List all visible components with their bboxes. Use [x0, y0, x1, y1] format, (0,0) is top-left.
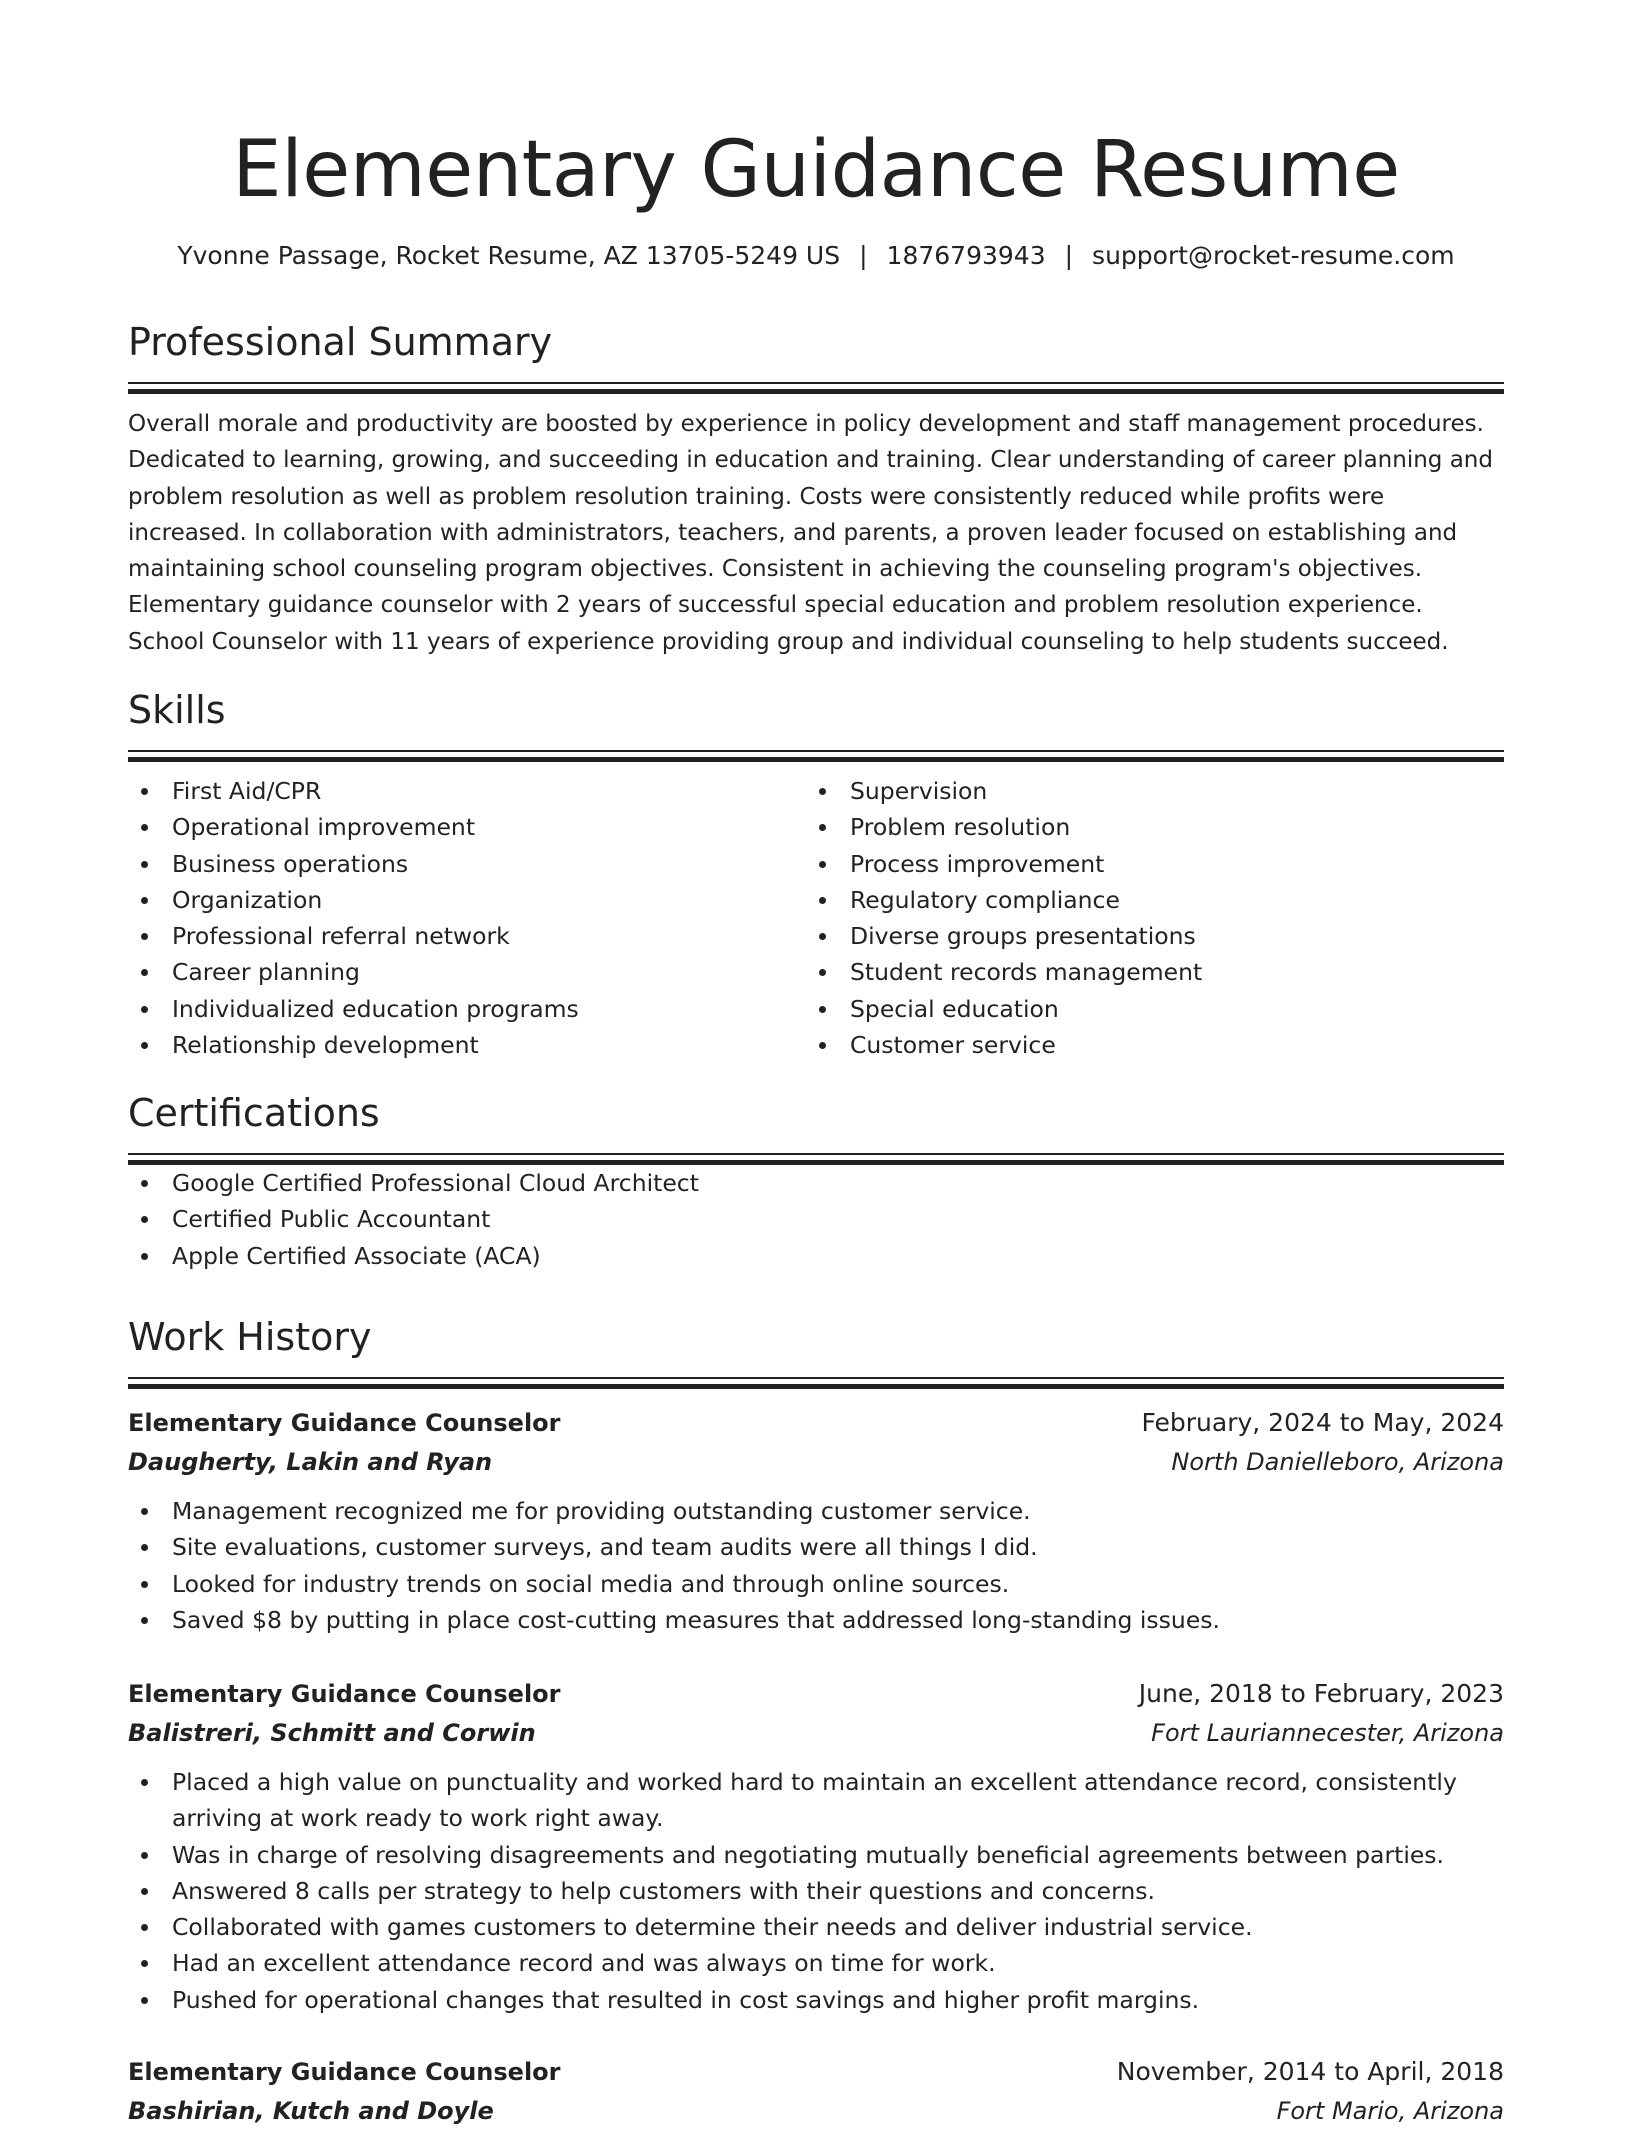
job-company-row [128, 1443, 1504, 1481]
job-company-row [128, 1714, 1504, 1752]
skill-item: Supervision [806, 773, 1484, 809]
skill-item: Relationship development [128, 1027, 806, 1063]
skills-list-left [128, 773, 806, 1063]
certifications-list [128, 1165, 1504, 1274]
resume-title: Elementary Guidance Resume [232, 125, 1400, 215]
job-company-row [128, 2092, 1504, 2130]
skill-item: First Aid/CPR [128, 773, 806, 809]
job-duty: Was in charge of resolving disagreements and negotiating mutually beneficial agreements between parties. [128, 1837, 1504, 1873]
job-entry [128, 1403, 1504, 1638]
work-history-section [128, 1311, 1504, 1389]
certification-item: Google Certified Professional Cloud Architect [128, 1165, 1504, 1201]
skill-item: Individualized education programs [128, 991, 806, 1027]
job-duty: Site evaluations, customer surveys, and team audits were all things I did. [128, 1529, 1504, 1565]
summary-text: Overall morale and productivity are boosted by experience in policy development and staff management procedures. Dedicated to learning, growing, and succeeding in education and training. Clear understanding of career planning and problem resolution as well as problem resolution training. Costs were consistently reduced while profits were increased. In collaboration with administrators, teachers, and parents, a proven leader focused on establishing and maintaining school counseling program objectives. Consistent in achieving the counseling program's objectives. Elementary guidance counselor with 2 years of successful special education and problem resolution experience. School Counselor with 11 years of experience providing group and individual counseling to help students succeed. [128, 411, 1493, 655]
contact-separator: | [1064, 241, 1074, 270]
job-duty: Looked for industry trends on social media and through online sources. [128, 1566, 1504, 1602]
job-duty: Pushed for operational changes that resulted in cost savings and higher profit margins. [128, 1982, 1504, 2018]
job-duty: Had an excellent attendance record and was always on time for work. [128, 1945, 1504, 1981]
job-title: Elementary Guidance Counselor [128, 2058, 561, 2086]
skill-item: Diverse groups presentations [806, 918, 1484, 954]
summary-section [128, 316, 1504, 683]
job-duties-list [128, 1764, 1504, 2018]
job-company: Daugherty, Lakin and Ryan [128, 1448, 493, 1476]
job-duty: Answered 8 calls per strategy to help customers with their questions and concerns. [128, 1873, 1504, 1909]
job-location: Fort Mario, Arizona [1276, 2097, 1504, 2125]
job-duties-list [128, 1493, 1504, 1638]
certification-item: Certified Public Accountant [128, 1201, 1504, 1237]
contact-phone: 1876793943 [886, 241, 1046, 270]
contact-separator: | [859, 241, 868, 270]
certifications-section [128, 1087, 1504, 1274]
job-duty: Management recognized me for providing outstanding customer service. [128, 1493, 1504, 1529]
job-entry [128, 2052, 1504, 2130]
section-divider [128, 1377, 1504, 1389]
contact-email: support@rocket-resume.com [1092, 241, 1455, 270]
skill-item: Special education [806, 991, 1484, 1027]
contact-line [128, 236, 1504, 276]
certifications-heading: Certifications [128, 1091, 380, 1135]
job-header-row [128, 1403, 1504, 1443]
job-header-row [128, 2052, 1504, 2092]
skill-item: Business operations [128, 846, 806, 882]
job-company: Bashirian, Kutch and Doyle [128, 2097, 494, 2125]
skill-item: Process improvement [806, 846, 1484, 882]
section-divider [128, 382, 1504, 394]
skills-section [128, 684, 1504, 1063]
skill-item: Organization [128, 882, 806, 918]
skill-item: Regulatory compliance [806, 882, 1484, 918]
skill-item: Problem resolution [806, 809, 1484, 845]
skill-item: Customer service [806, 1027, 1484, 1063]
job-header-row [128, 1674, 1504, 1714]
summary-heading: Professional Summary [128, 320, 553, 364]
job-location: North Danielleboro, Arizona [1171, 1448, 1504, 1476]
skill-item: Career planning [128, 954, 806, 990]
certification-item: Apple Certified Associate (ACA) [128, 1238, 1504, 1274]
section-divider [128, 1153, 1504, 1165]
job-dates: November, 2014 to April, 2018 [1116, 2057, 1504, 2086]
skills-columns [128, 773, 1504, 1063]
job-dates: February, 2024 to May, 2024 [1141, 1408, 1504, 1437]
job-duty: Placed a high value on punctuality and worked hard to maintain an excellent attendance record, consistently arriving at work ready to work right away. [128, 1764, 1504, 1837]
job-title: Elementary Guidance Counselor [128, 1409, 561, 1437]
job-title: Elementary Guidance Counselor [128, 1680, 561, 1708]
skills-list-right [806, 773, 1484, 1063]
job-entry [128, 1674, 1504, 2018]
skill-item: Student records management [806, 954, 1484, 990]
section-divider [128, 750, 1504, 762]
job-duty: Saved $8 by putting in place cost-cutting measures that addressed long-standing issues. [128, 1602, 1504, 1638]
skill-item: Operational improvement [128, 809, 806, 845]
job-duty: Collaborated with games customers to determine their needs and deliver industrial service. [128, 1909, 1504, 1945]
skill-item: Professional referral network [128, 918, 806, 954]
job-location: Fort Lauriannecester, Arizona [1151, 1719, 1504, 1747]
contact-address: Yvonne Passage, Rocket Resume, AZ 13705-5249 US [177, 241, 841, 270]
skills-heading: Skills [128, 688, 226, 732]
job-company: Balistreri, Schmitt and Corwin [128, 1719, 536, 1747]
job-dates: June, 2018 to February, 2023 [1138, 1679, 1504, 1708]
work-history-heading: Work History [128, 1315, 372, 1359]
